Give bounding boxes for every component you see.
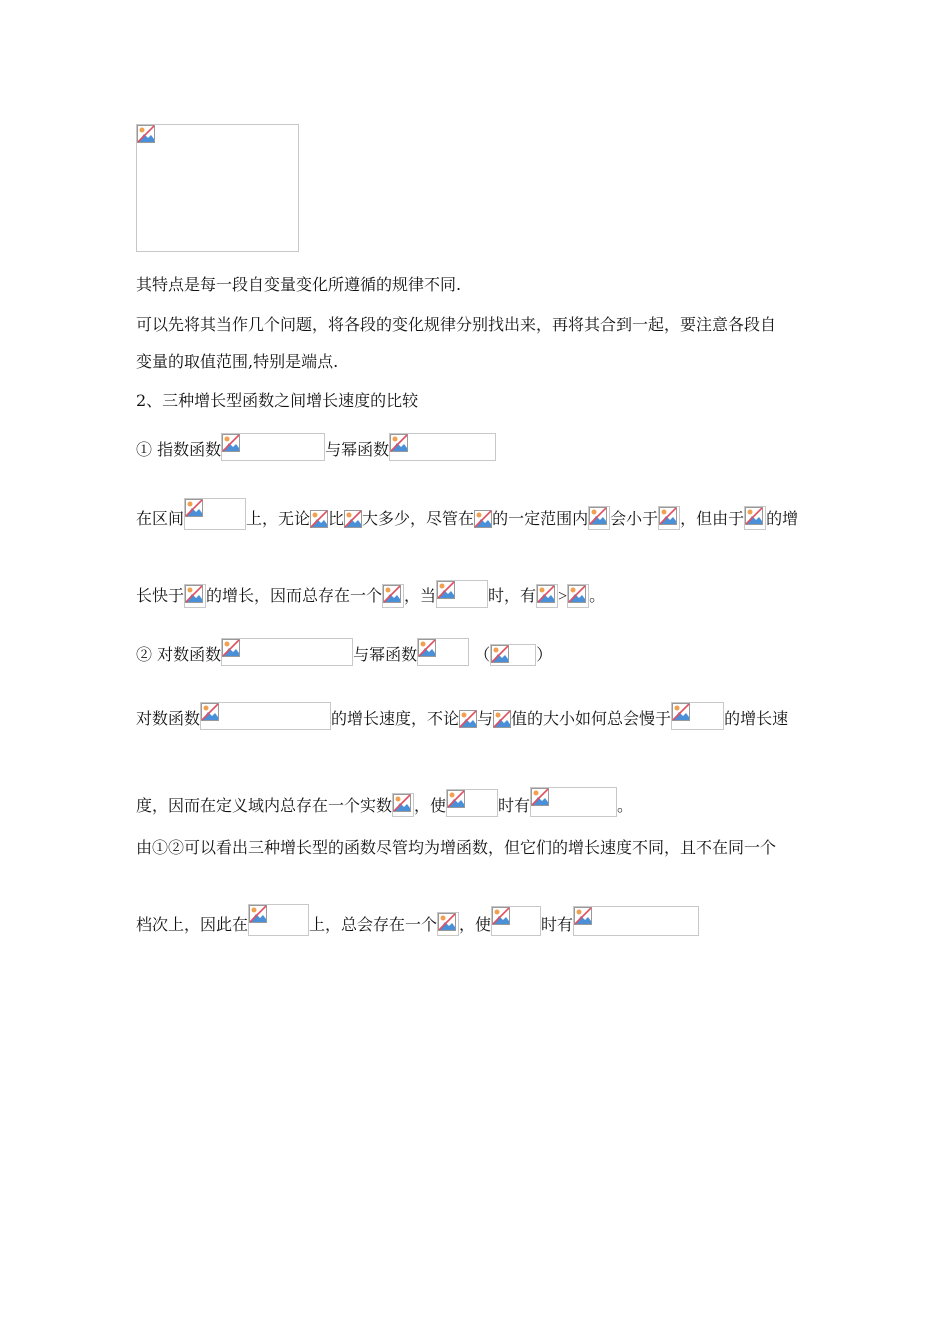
broken-image-icon [568, 585, 586, 603]
text-span: 上，无论 [246, 509, 311, 528]
formula-image [382, 584, 404, 608]
formula-image [310, 510, 328, 530]
text-span: 的一定范围内 [492, 509, 589, 528]
text-span: 度，因而在定义域内总存在一个实数 [136, 796, 393, 815]
text-span: 对数函数 [136, 709, 201, 728]
formula-image [417, 638, 469, 666]
broken-image-icon [137, 125, 155, 143]
broken-image-icon [492, 907, 510, 925]
broken-image-icon [201, 703, 219, 721]
formula-image [459, 710, 477, 730]
broken-image-icon [531, 788, 549, 806]
formula-image [184, 584, 206, 608]
text-span: 的增 [766, 509, 799, 528]
text-span: （ [474, 645, 491, 664]
text-line: 变量的取值范围,特别是端点. [136, 352, 339, 371]
paragraph-line [136, 498, 798, 530]
text-span: 大多少，尽管在 [362, 509, 475, 528]
text-span: ，使 [459, 915, 492, 934]
formula-image [248, 904, 309, 936]
broken-image-icon [459, 710, 477, 728]
broken-image-icon [344, 510, 362, 528]
text-span: 值的大小如何总会慢于 [511, 709, 672, 728]
broken-image-icon [393, 794, 411, 812]
paragraph-line [136, 702, 788, 730]
broken-image-icon [310, 510, 328, 528]
text-line: 由①②可以看出三种增长型的函数尽管均为增函数，但它们的增长速度不同，且不在同一个 [136, 838, 777, 857]
formula-image [671, 702, 724, 730]
formula-image [437, 912, 459, 936]
broken-image-icon [185, 585, 203, 603]
text-span: ② 对数函数 [136, 645, 222, 664]
text-span: 上，总会存在一个 [309, 915, 438, 934]
text-span: 时有 [541, 915, 574, 934]
text-span: 与 [477, 709, 494, 728]
text-span: 。 [589, 586, 606, 605]
text-span: 的增长，因而总存在一个 [206, 586, 383, 605]
broken-image-icon [493, 710, 511, 728]
text-span: 比 [328, 509, 345, 528]
broken-image-icon [249, 905, 267, 923]
text-span: 长快于 [136, 586, 185, 605]
broken-image-icon [437, 581, 455, 599]
text-span: 的增长速 [724, 709, 789, 728]
text-line: 可以先将其当作几个问题，将各段的变化规律分别找出来，再将其合到一起，要注意各段自 [136, 315, 777, 334]
text-span: ，但由于 [680, 509, 745, 528]
broken-image-icon [447, 790, 465, 808]
text-span: ） [536, 645, 553, 664]
text-span: ，使 [414, 796, 447, 815]
text-span: 在区间 [136, 509, 185, 528]
formula-image [221, 638, 353, 666]
formula-image [436, 580, 488, 608]
broken-image-icon [390, 434, 408, 452]
formula-image [588, 506, 610, 530]
broken-image-icon [491, 645, 509, 663]
formula-image [474, 510, 492, 530]
text-span: 的增长速度，不论 [331, 709, 460, 728]
text-line: 其特点是每一段自变量变化所遵循的规律不同. [136, 275, 462, 294]
text-span: 会小于 [610, 509, 659, 528]
broken-image-icon [672, 703, 690, 721]
formula-image [184, 498, 246, 530]
text-span: 时有 [498, 796, 531, 815]
formula-image [658, 506, 680, 530]
formula-image [536, 584, 558, 608]
formula-image [221, 433, 325, 461]
formula-image [567, 584, 589, 608]
paragraph-line [136, 904, 699, 936]
paragraph-line [136, 638, 552, 666]
text-span: 时，有 [488, 586, 537, 605]
text-span: 与幂函数 [325, 440, 390, 459]
broken-image-icon [418, 639, 436, 657]
formula-image [493, 710, 511, 730]
broken-image-icon [474, 510, 492, 528]
broken-image-icon [659, 507, 677, 525]
paragraph-line [136, 580, 605, 608]
formula-image [744, 506, 766, 530]
paragraph-line [136, 433, 496, 461]
broken-image-icon [745, 507, 763, 525]
text-span: 档次上，因此在 [136, 915, 249, 934]
formula-image [573, 906, 699, 936]
broken-image-icon [222, 434, 240, 452]
text-span: 。 [617, 796, 634, 815]
text-span: > [558, 588, 568, 605]
formula-image [389, 433, 496, 461]
paragraph-line [136, 787, 633, 817]
formula-image [490, 644, 536, 666]
text-span: 与幂函数 [353, 645, 418, 664]
broken-image-icon [537, 585, 555, 603]
formula-image [446, 789, 498, 817]
broken-image-icon [438, 913, 456, 931]
formula-image [344, 510, 362, 530]
formula-image [530, 787, 617, 817]
broken-image-icon [574, 907, 592, 925]
broken-image-icon [383, 585, 401, 603]
text-span: ① 指数函数 [136, 440, 222, 459]
broken-image-icon [589, 507, 607, 525]
figure-image [136, 124, 299, 252]
section-heading: 2、三种增长型函数之间增长速度的比较 [136, 391, 419, 410]
formula-image [200, 702, 331, 730]
broken-image-icon [222, 639, 240, 657]
formula-image [392, 793, 414, 817]
formula-image [491, 906, 541, 936]
text-span: ，当 [404, 586, 437, 605]
broken-image-icon [185, 499, 203, 517]
